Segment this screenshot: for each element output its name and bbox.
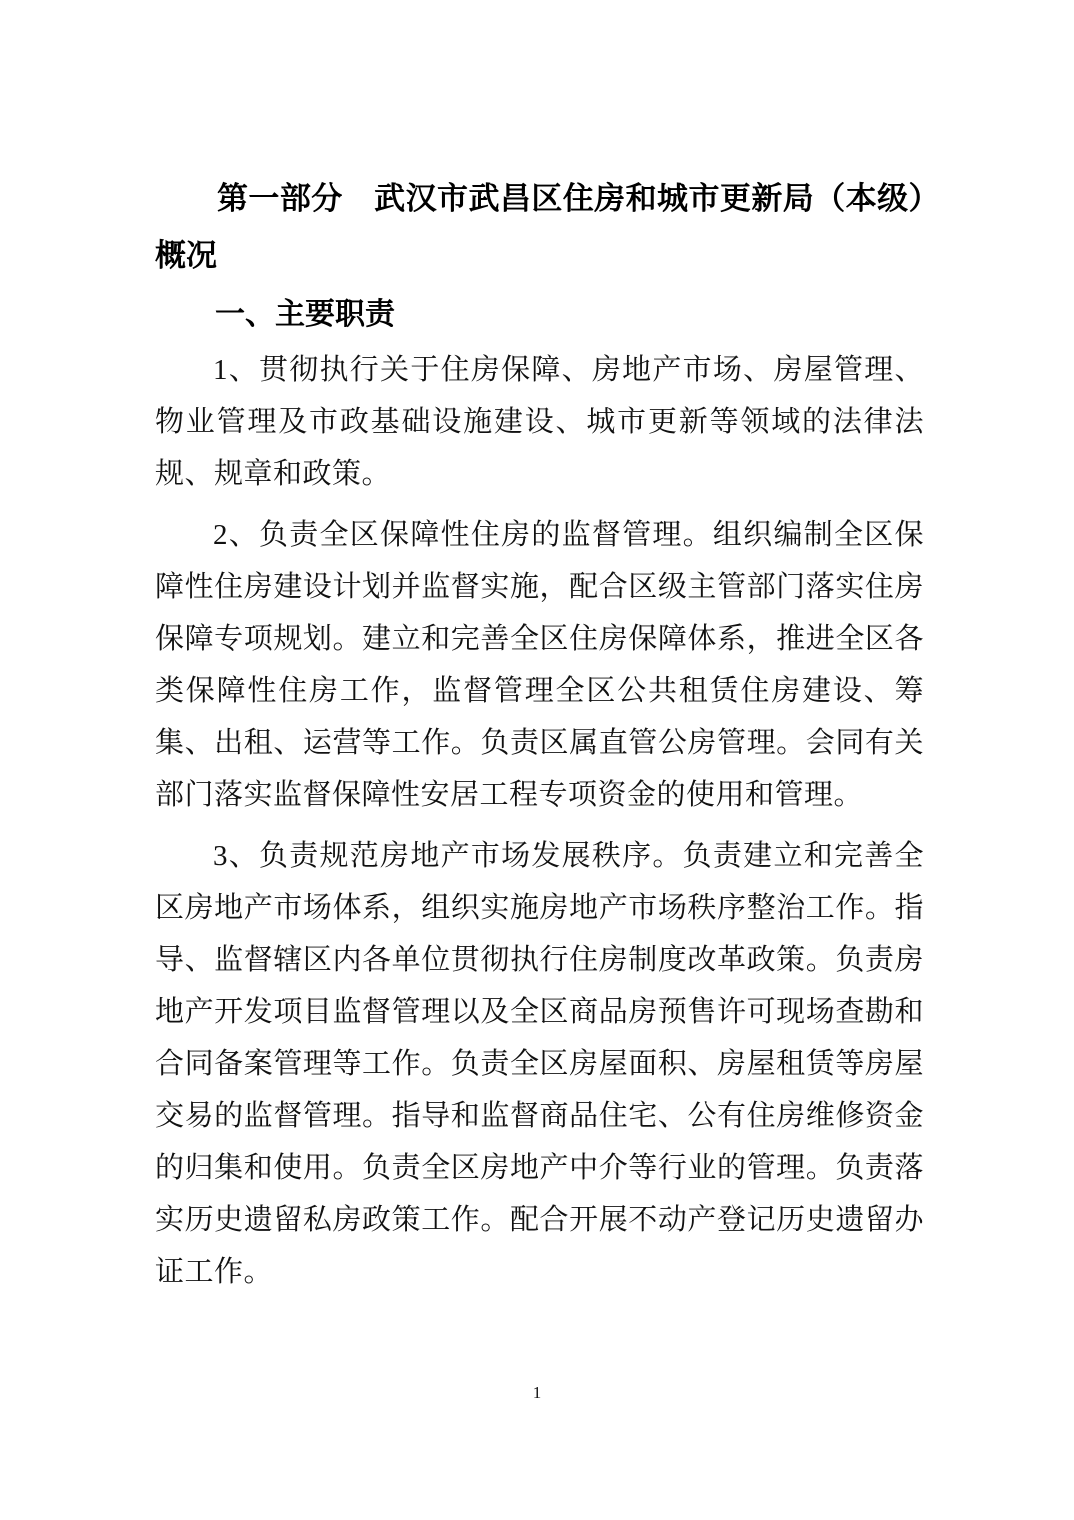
body-paragraph: 1、贯彻执行关于住房保障、房地产市场、房屋管理、物业管理及市政基础设施建设、城市更新等领域的法律法规、规章和政策。 (155, 354, 924, 490)
body-paragraph: 2、负责全区保障性住房的监督管理。组织编制全区保障性住房建设计划并监督实施，配合区级主管部门落实住房保障专项规划。建立和完善全区住房保障体系，推进全区各类保障性住房工作，监督管理全区公共租赁住房建设、筹集、出租、运营等工作。负责区属直管公房管理。会同有关部门落实监督保障性安居工程专项资金的使用和管理。 (155, 519, 924, 811)
document-body (155, 344, 924, 1298)
document-title: 第一部分 武汉市武昌区住房和城市更新局（本级）概况 (155, 181, 924, 273)
section-heading: 一、主要职责 (215, 298, 395, 331)
page-number: 1 (532, 1383, 542, 1402)
body-paragraph: 3、负责规范房地产市场发展秩序。负责建立和完善全区房地产市场体系，组织实施房地产市场秩序整治工作。指导、监督辖区内各单位贯彻执行住房制度改革政策。负责房地产开发项目监督管理以及全区商品房预售许可现场查勘和合同备案管理等工作。负责全区房屋面积、房屋租赁等房屋交易的监督管理。指导和监督商品住宅、公有住房维修资金的归集和使用。负责全区房地产中介等行业的管理。负责落实历史遗留私房政策工作。配合开展不动产登记历史遗留办证工作。 (155, 840, 924, 1288)
